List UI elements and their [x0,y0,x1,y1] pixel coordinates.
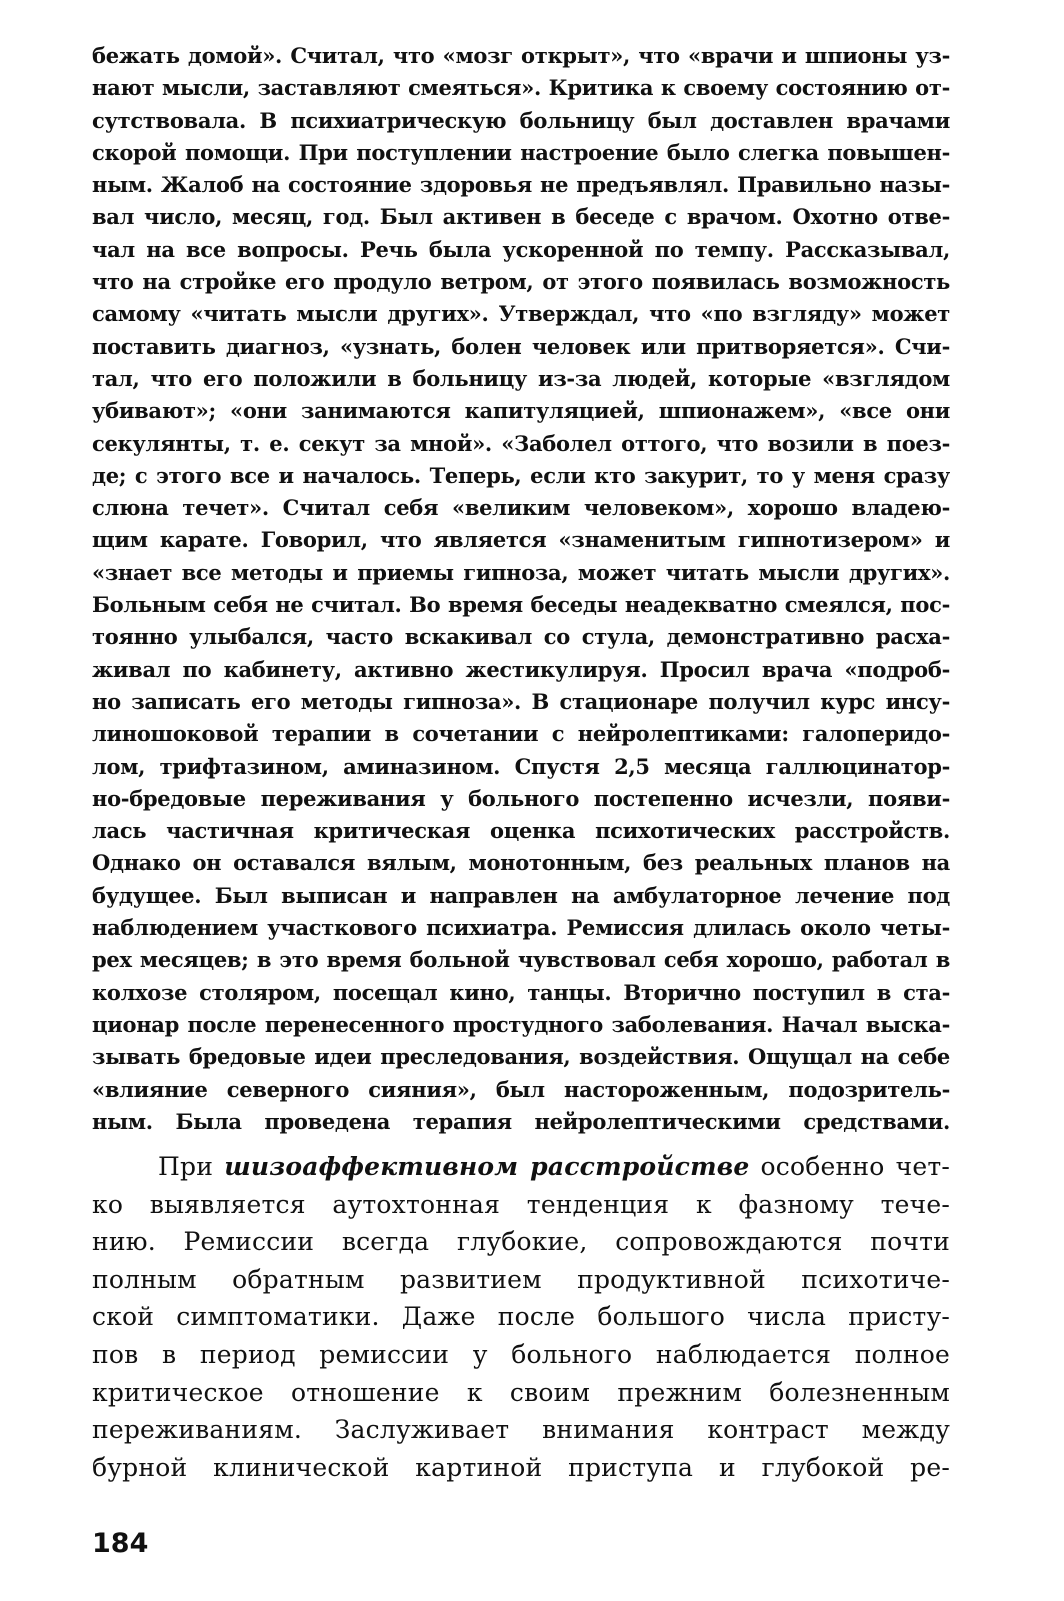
text-line: лом, трифтазином, аминазином. Спустя 2,5 месяца галлюцинатор- [92,753,950,779]
text-line: что на стройке его продуло ветром, от этого появилась возможность [92,269,950,295]
case-description [92,40,950,1138]
text-run: При [158,1152,225,1181]
text-line: Однако он оставался вялым, монотонным, без реальных планов на [92,850,950,876]
text-line: критическое отношение к своим прежним болезненным [92,1377,950,1407]
text-line: живал по кабинету, активно жестикулируя. Просил врача «подроб- [92,656,950,682]
text-line: зывать бредовые идеи преследования, воздействия. Ощущал на себе [92,1044,950,1070]
text-line: бежать домой». Считал, что «мозг открыт», что «врачи и шпионы уз- [92,43,950,68]
text-line: тоянно улыбался, часто вскакивал со стула, демонстративно расха- [92,624,950,650]
text-line: щим карате. Говорил, что является «знаменитым гипнотизером» и [92,527,950,553]
text-line: скорой помощи. При поступлении настроение было слегка повышен- [92,139,950,165]
text-line-first [92,1148,950,1186]
text-line: убивают»; «они занимаются капитуляцией, шпионажем», «все они [92,398,950,424]
emphasized-term: шизоаффективном расстройстве [224,1152,750,1181]
text-line: Больным себя не считал. Во время беседы неадекватно смеялся, пос- [92,592,950,618]
text-line: полным обратным развитием продуктивной психотиче- [92,1264,950,1294]
main-paragraph [92,1148,950,1486]
text-line: нают мысли, заставляют смеяться». Критика к своему состоянию от- [92,75,950,101]
text-line: «влияние северного сияния», был настороженным, подозритель- [92,1076,950,1102]
text-line: ко выявляется аутохтонная тенденция к фазному тече- [92,1189,950,1219]
text-line: ным. Жалоб на состояние здоровья не предъявлял. Правильно назы- [92,172,950,198]
text-line: ционар после перенесенного простудного заболевания. Начал выска- [92,1011,950,1037]
text-line: но-бредовые переживания у больного постепенно исчезли, появи- [92,785,950,811]
text-line: секулянты, т. е. секут за мной». «Заболел оттого, что возили в поез- [92,430,950,456]
text-line: поставить диагноз, «узнать, болен человек или притворяется». Счи- [92,333,950,359]
page-number: 184 [92,1528,149,1559]
text-line: но записать его методы гипноза». В стационаре получил курс инсу- [92,688,950,714]
text-line: линошоковой терапии в сочетании с нейролептиками: галоперидо- [92,721,950,747]
text-run: особенно чет- [749,1152,950,1181]
text-line: слюна течет». Считал себя «великим человеком», хорошо владею- [92,495,950,521]
text-line: самому «читать мысли других». Утверждал, что «по взгляду» может [92,301,950,327]
text-line: тал, что его положили в больницу из-за людей, которые «взглядом [92,365,950,391]
text-line: колхозе столяром, посещал кино, танцы. Вторично поступил в ста- [92,979,950,1005]
text-line: лась частичная критическая оценка психотических расстройств. [92,818,950,844]
text-line: наблюдением участкового психиатра. Ремиссия длилась около четы- [92,915,950,941]
text-line: бурной клинической картиной приступа и глубокой ре- [92,1452,950,1482]
text-line: чал на все вопросы. Речь была ускоренной по темпу. Рассказывал, [92,236,950,262]
text-line: ской симптоматики. Даже после большого числа присту- [92,1302,950,1332]
text-line: вал число, месяц, год. Был активен в беседе с врачом. Охотно отве- [92,204,950,230]
text-line: сутствовала. В психиатрическую больницу был доставлен врачами [92,107,950,133]
text-line: пов в период ремиссии у больного наблюдается полное [92,1339,950,1369]
text-line: переживаниям. Заслуживает внимания контраст между [92,1415,950,1445]
text-line: будущее. Был выписан и направлен на амбулаторное лечение под [92,882,950,908]
text-line: нию. Ремиссии всегда глубокие, сопровождаются почти [92,1227,950,1257]
text-line: ным. Была проведена терапия нейролептическими средствами. [92,1108,950,1134]
text-line: де; с этого все и началось. Теперь, если кто закурит, то у меня сразу [92,462,950,488]
text-line: «знает все методы и приемы гипноза, может читать мысли других». [92,559,950,585]
text-line: рех месяцев; в это время больной чувствовал себя хорошо, работал в [92,947,950,973]
